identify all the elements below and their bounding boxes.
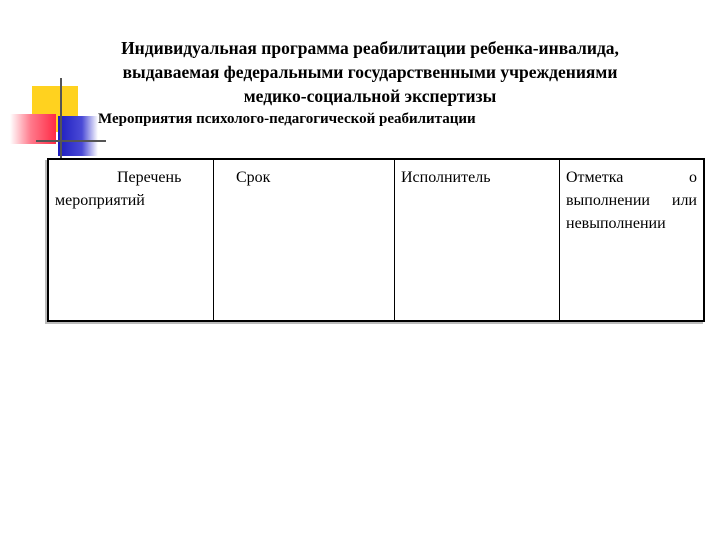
cell-completion-mark — [560, 159, 705, 321]
title-line-1: Индивидуальная программа реабилитации ребенка-инвалида, — [121, 38, 619, 58]
table-row — [48, 159, 704, 321]
measures-table — [47, 158, 705, 322]
completion-mark-first-line — [566, 166, 697, 189]
completion-mark-rest: выполнении или невыполнении — [566, 192, 697, 232]
cell-measures-list: Перечень мероприятий — [48, 159, 214, 321]
title-line-2: выдаваемая федеральными государственными учреждениями — [122, 62, 618, 82]
completion-mark-word-2: о — [689, 169, 697, 186]
section-subtitle: Мероприятия психолого-педагогической реабилитации — [98, 111, 476, 127]
title-line-3: медико-социальной экспертизы — [243, 86, 497, 106]
slide-title — [80, 36, 660, 108]
decorative-horizontal-line — [36, 140, 106, 142]
decorative-blue-square — [58, 116, 98, 156]
cell-executor: Исполнитель — [395, 159, 560, 321]
decorative-vertical-line — [60, 78, 62, 160]
cell-deadline: Срок — [214, 159, 395, 321]
completion-mark-word-1: Отметка — [566, 169, 624, 186]
